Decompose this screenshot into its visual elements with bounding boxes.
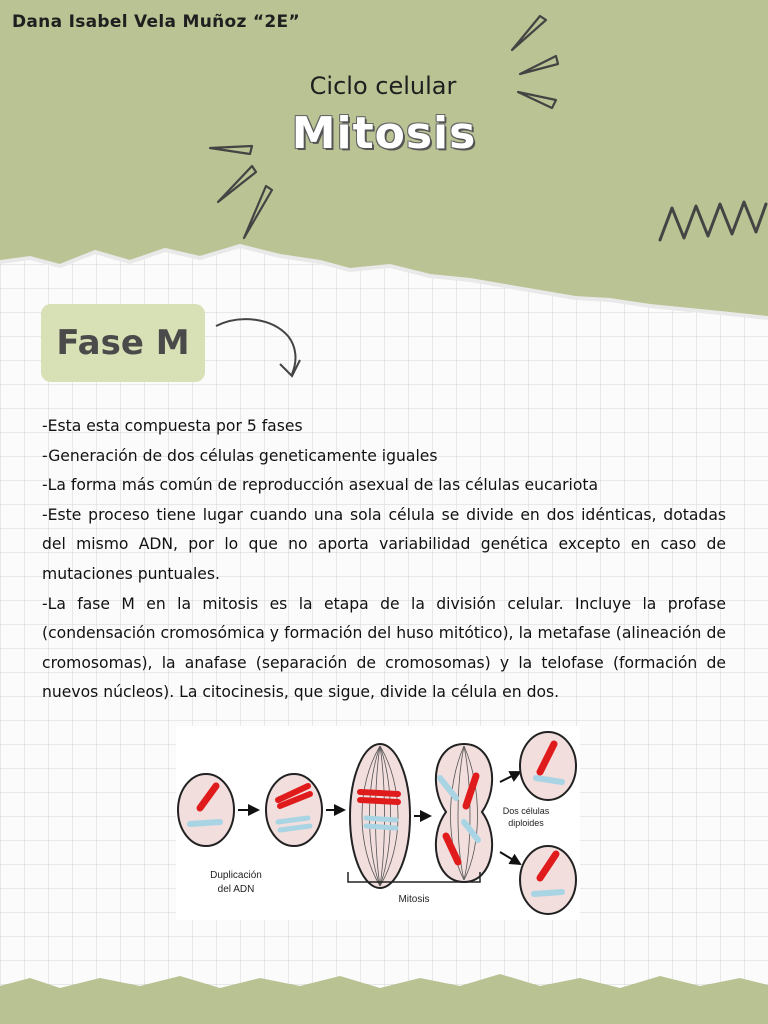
bullet-paragraph: -Este proceso tiene lugar cuando una sola célula se divide en dos idénticas, dotadas del mismo ADN, por lo que no aporta variabilidad genética excepto en caso de mutaciones puntuales. [42, 505, 726, 583]
label-daughters: Dos células [502, 806, 550, 816]
cell-anaphase [436, 744, 492, 882]
daughter-cell-bottom [520, 846, 576, 914]
bullet-line: -Esta esta compuesta por 5 fases [42, 417, 303, 435]
cell-duplicated [266, 774, 322, 846]
cell-interphase [178, 774, 234, 846]
bullet-paragraph: -La fase M en la mitosis es la etapa de la división celular. Incluye la profase (condensación cromosómica y formación del huso mitótico), la metafase (alineación de cromosomas), la anafase (separación de cromosomas) y la telofase (formación de nuevos núcleos). La citocinesis, que sigue, divide la célula en dos. [42, 594, 726, 702]
page-subtitle: Ciclo celular [309, 72, 457, 100]
label-mitosis: Mitosis [398, 894, 430, 905]
mitosis-diagram [176, 726, 580, 920]
label-duplication: Duplicación [210, 870, 262, 881]
bullet-line: -Generación de dos células geneticamente iguales [42, 446, 438, 465]
label-daughters: diploides [508, 818, 544, 828]
page-title: Mitosis [291, 108, 477, 159]
label-duplication: del ADN [217, 884, 255, 895]
body-text [42, 412, 726, 708]
bullet-line: -La forma más común de reproducción asexual de las células eucariota [42, 476, 599, 495]
daughter-cell-top [520, 732, 576, 800]
cell-metaphase [350, 744, 410, 888]
author-name: Dana Isabel Vela Muñoz “2E” [12, 12, 300, 32]
curved-arrow-icon [0, 0, 768, 400]
section-badge: Fase M [41, 304, 205, 382]
